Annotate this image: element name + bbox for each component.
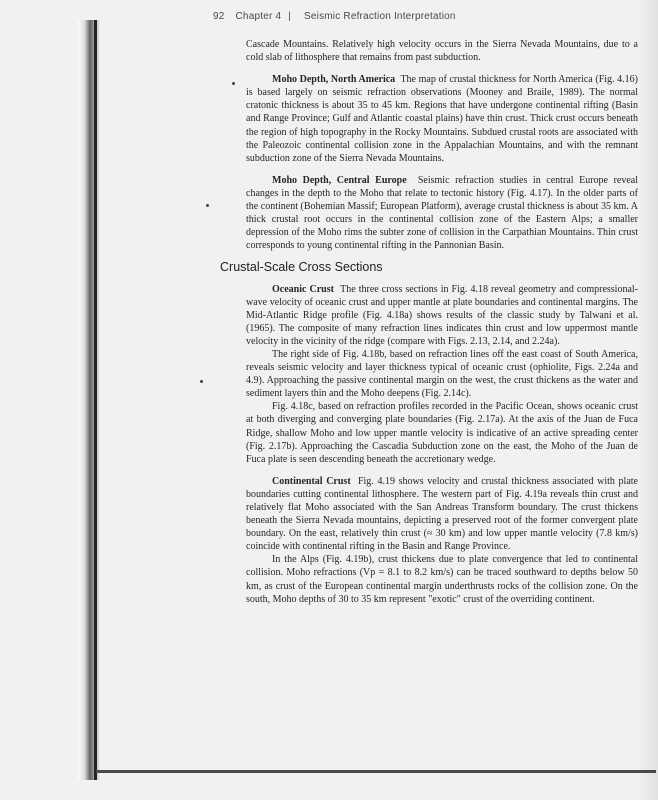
paragraph-oceanic-crust [246,283,638,348]
scan-speck [200,380,203,383]
paragraph: Fig. 4.18c, based on refraction profiles recorded in the Pacific Ocean, shows oceanic crust at both diverging and converging plate boundaries (Fig. 2.17a). At the axis of the Juan de Fuca Ridge, shallow Moho and low upper mantle velocity is indicative of an active spreading center (Fig. 2.17b). Approaching the Cascadia Subduction zone on the east, the Moho of the Juan de Fuca plate is seen descending beneath the accretionary wedge. [246,401,638,465]
chapter-label: Chapter 4 [235,11,282,22]
running-header [213,11,633,22]
section-heading: Crustal-Scale Cross Sections [220,260,383,275]
paragraph-continental-crust [246,475,638,554]
paragraph-body: The map of crustal thickness for North America (Fig. 4.16) is based largely on seismic refraction observations (Mooney and Braile, 1989). The normal cratonic thickness is about 35 to 45 km. Regions that have undergone continental rifting (Basin and Range Province; Gulf and Atlantic coastal plains) have thin crust. Thick crust occurs beneath the region of high topography in the Rocky Mountains. Subdued crustal roots are associated with the Paleozoic continental collision zone in the Appalachian Mountains, and with the remnant subduction zone of the Sierra Nevada Mountains. [246,74,639,164]
paragraph: The right side of Fig. 4.18b, based on refraction lines off the east coast of South America, reveals seismic velocity and layer thickness typical of oceanic crust (ophiolite, Figs. 2.24a and 4.9). Approaching the passive continental margin on the west, the crust thickens as the water and sediment layers thin and the Moho deepens (Fig. 2.14c). [246,348,638,400]
page-number: 92 [213,11,225,22]
paragraph-body: Fig. 4.19 shows velocity and crustal thickness associated with plate boundaries cutting continental lithosphere. The western part of Fig. 4.19a reveals thin crust and relatively flat Moho associated with the San Andreas Transform boundary. The crust thickens beneath the Sierra Nevada mountains, depicting a preserved root of the former convergent plate boundary. On the east, relatively thin crust (≈ 30 km) and low upper mantle velocity (7.8 km/s) coincide with continental rifting in the Basin and Range Province. [246,475,638,553]
paragraph-moho-central-europe [246,174,638,253]
run-in-heading: Oceanic Crust [272,283,334,295]
paragraph: In the Alps (Fig. 4.19b), crust thickens due to plate convergence that led to continental collision. Moho refractions (Vp = 8.1 to 8.2 km/s) can be traced southward to depths below 50 km, as crust of the European continental margin underthrusts rocks of the collision zone. On the south, Moho depths of 30 to 35 km represent "exotic" crust of the overriding continent. [246,554,638,605]
run-in-heading: Continental Crust [272,475,351,487]
run-in-heading: Moho Depth, Central Europe [272,174,407,186]
run-in-heading: Moho Depth, North America [272,74,396,86]
paragraph: Cascade Mountains. Relatively high velocity occurs in the Sierra Nevada Mountains, due to a cold slab of lithosphere that remains from past subduction. [246,39,638,64]
paragraph-body: Seismic refraction studies in central Europe reveal changes in the depth to the Moho that relate to tectonic history (Fig. 4.17). In the older parts of the continent (Bohemian Massif; European Platform), average crustal thickness is about 35 km. A thick crustal root occurs in the continental collision zone of the Eastern Alps; a smaller depression of the Moho rims the subter zone of collision in the Carpathian Mountains. Thin crust corresponds to young continental rifting in the Pannonian Basin. [246,174,638,252]
paragraph-body: The three cross sections in Fig. 4.18 reveal geometry and compressional-wave velocity of oceanic crust and upper mantle at plate boundaries and continental margins. The Mid-Atlantic Ridge profile (Fig. 4.18a) shows results of the classic study by Talwani et al. (1965). The composite of many refraction lines indicates thin crust and low uppermost mantle velocity in the vicinity of the ridge (compare with Figs. 2.13, 2.14, and 2.24a). [246,283,638,347]
scan-speck [206,204,209,207]
binding-edge-line [94,20,97,780]
scan-speck [232,82,235,85]
paragraph-moho-north-america [246,73,638,165]
page-edge-shadow [638,0,658,800]
chapter-title: Seismic Refraction Interpretation [304,11,456,22]
header-separator: | [288,11,292,22]
page-bottom-edge [96,770,656,773]
text-column [220,38,639,606]
